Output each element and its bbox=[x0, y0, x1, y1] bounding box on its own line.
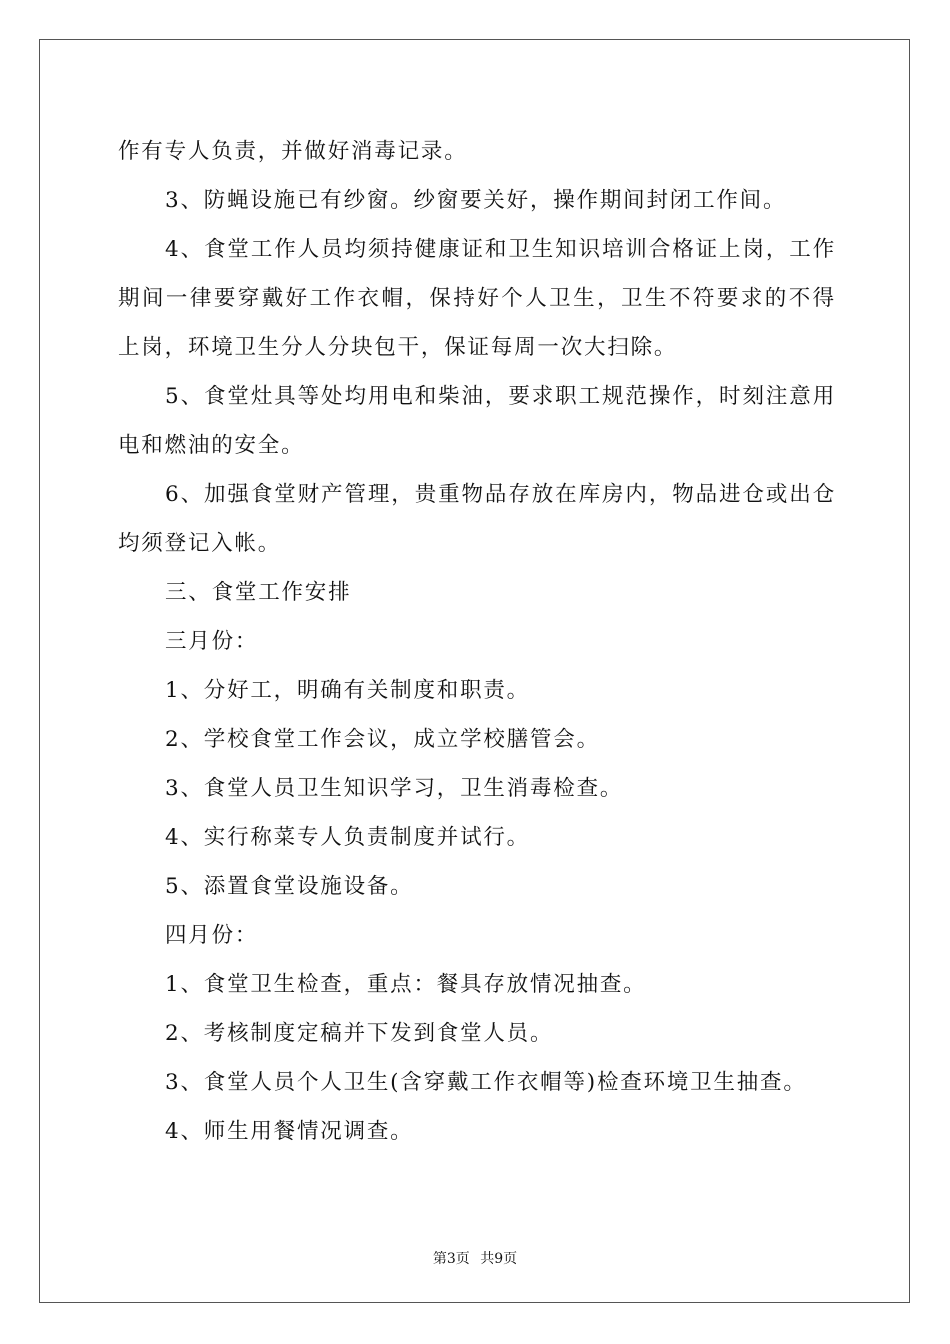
month-heading: 四月份： bbox=[165, 923, 259, 948]
list-item: 3、食堂人员卫生知识学习，卫生消毒检查。 bbox=[165, 776, 624, 801]
document-body bbox=[118, 127, 836, 1156]
paragraph: 作有专人负责，并做好消毒记录。 bbox=[118, 139, 468, 164]
section-heading: 三、食堂工作安排 bbox=[165, 580, 352, 605]
list-item: 1、食堂卫生检查，重点：餐具存放情况抽查。 bbox=[165, 972, 647, 997]
list-item: 4、实行称菜专人负责制度并试行。 bbox=[165, 825, 530, 850]
list-item: 3、食堂人员个人卫生(含穿戴工作衣帽等)检查环境卫生抽查。 bbox=[165, 1070, 807, 1095]
list-item: 1、分好工，明确有关制度和职责。 bbox=[165, 678, 530, 703]
list-item: 5、添置食堂设施设备。 bbox=[165, 874, 414, 899]
paragraph: 6、加强食堂财产管理，贵重物品存放在库房内，物品进仓或出仓均须登记入帐。 bbox=[118, 482, 836, 556]
list-item: 2、学校食堂工作会议，成立学校膳管会。 bbox=[165, 727, 600, 752]
page-total: 共9页 bbox=[480, 1251, 518, 1267]
month-heading: 三月份： bbox=[165, 629, 259, 654]
paragraph: 4、食堂工作人员均须持健康证和卫生知识培训合格证上岗，工作期间一律要穿戴好工作衣帽，保持好个人卫生，卫生不符要求的不得上岗，环境卫生分人分块包干，保证每周一次大扫除。 bbox=[118, 237, 836, 360]
list-item: 2、考核制度定稿并下发到食堂人员。 bbox=[165, 1021, 554, 1046]
page-number: 第3页 bbox=[432, 1251, 470, 1267]
paragraph: 5、食堂灶具等处均用电和柴油，要求职工规范操作，时刻注意用电和燃油的安全。 bbox=[118, 384, 836, 458]
page-footer bbox=[0, 1248, 950, 1268]
list-item: 4、师生用餐情况调查。 bbox=[165, 1119, 414, 1144]
paragraph: 3、防蝇设施已有纱窗。纱窗要关好，操作期间封闭工作间。 bbox=[165, 188, 787, 213]
